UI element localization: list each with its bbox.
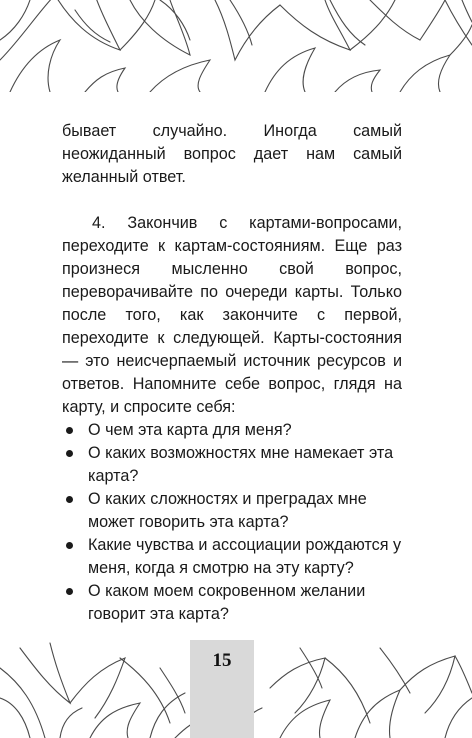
bullet-icon <box>66 496 73 503</box>
list-item-text: О чем эта карта для меня? <box>88 421 292 439</box>
page-body <box>62 120 402 626</box>
page-number: 15 <box>212 650 232 671</box>
list-item <box>62 442 402 488</box>
list-item-text: О каком моем сокровенном желании говорит эта карта? <box>88 582 366 623</box>
question-list <box>62 419 402 626</box>
paragraph-1: бывает случайно. Иногда самый неожиданный вопрос дает нам самый желанный ответ. <box>62 122 402 186</box>
list-item-text: Какие чувства и ассоциации рождаются у меня, когда я смотрю на эту карту? <box>88 536 402 577</box>
top-floral-ornament <box>0 0 472 92</box>
list-item-text: О каких сложностях и преградах мне может говорить эта карта? <box>88 490 367 531</box>
bullet-icon <box>66 542 73 549</box>
list-item <box>62 488 402 534</box>
bullet-icon <box>66 427 73 434</box>
bullet-icon <box>66 450 73 457</box>
bullet-icon <box>66 588 73 595</box>
list-item <box>62 580 402 626</box>
list-item <box>62 534 402 580</box>
page-number-tab <box>190 640 254 738</box>
list-item <box>62 419 402 442</box>
floral-icon <box>0 0 472 92</box>
list-item-text: О каких возможностях мне намекает эта карта? <box>88 444 394 485</box>
paragraph-2: 4. Закончив с картами-вопросами, переходите к картам-состояниям. Еще раз произнеся мысленно свой вопрос, переворачивайте по очереди карты. Только после того, как закончите с первой, переходите к следующей. Карты-состояния — это неисчерпаемый источник ресурсов и ответов. Напомните себе вопрос, глядя на карту, и спросите себя: <box>62 214 402 416</box>
